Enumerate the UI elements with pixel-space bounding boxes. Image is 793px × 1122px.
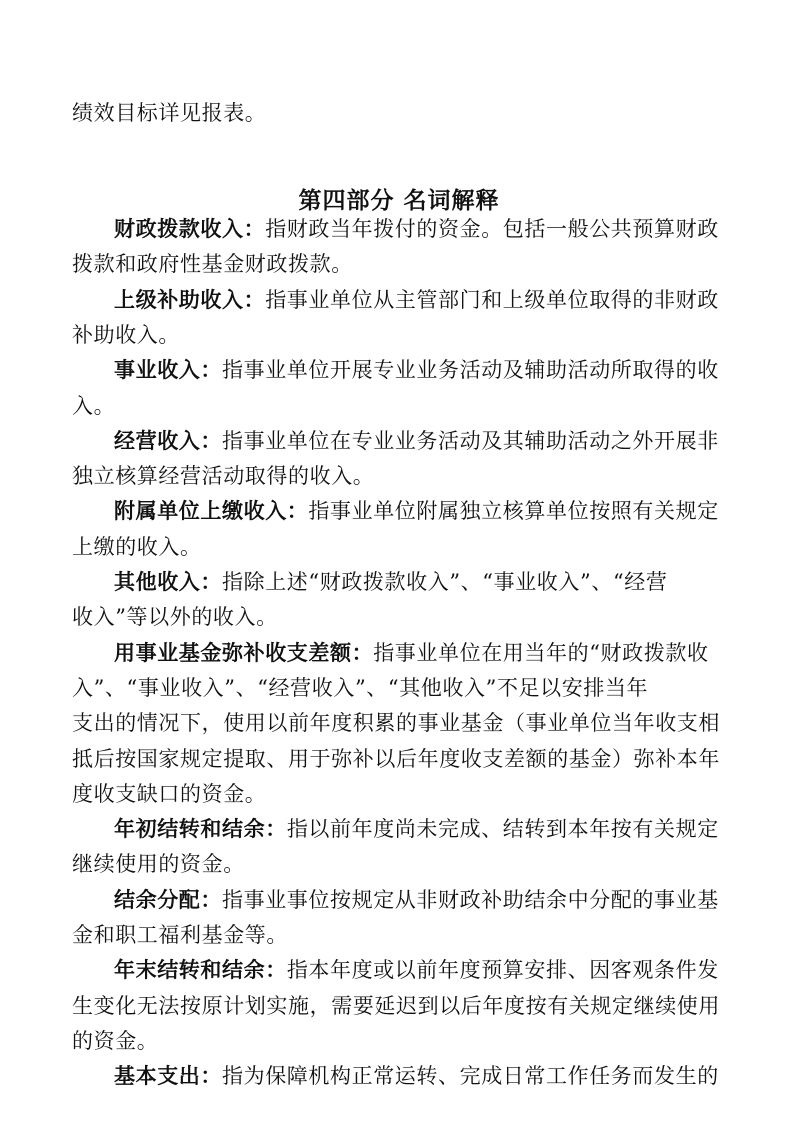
entry-first-line (72, 816, 768, 842)
entry-definition-text: 拨款和政府性基金财政拨款。 (72, 252, 353, 277)
entry-continuation-line (72, 851, 726, 877)
entry-term: 基本支出： (114, 1064, 222, 1089)
entry-first-line (72, 1063, 768, 1089)
entry-definition-text: 指财政当年拨付的资金。包括一般公共预算财政 (265, 217, 719, 241)
entry-continuation-line (72, 251, 726, 277)
entry-first-line (72, 887, 768, 913)
entry-first-line (72, 569, 768, 595)
entry-term: 年初结转和结余： (114, 817, 287, 842)
entry-definition-text: 收入”等以外的收入。 (72, 605, 278, 630)
entry-definition-text: 指事业单位开展专业业务活动及辅助活动所取得的收 (222, 358, 719, 383)
entry-first-line (72, 357, 768, 383)
entry-definition-text: 上缴的收入。 (72, 534, 202, 559)
entry-continuation-line (72, 781, 726, 807)
entry-continuation-line (72, 604, 726, 630)
entry-definition-text: 指除上述“财政拨款收入”、“事业收入”、“经营 (222, 570, 668, 594)
entry-continuation-line (72, 993, 726, 1019)
section-title: 第四部分 名词解释 (298, 188, 500, 214)
entry-definition-text: 指以前年度尚未完成、结转到本年按有关规定 (286, 817, 719, 842)
entry-continuation-line (72, 463, 726, 489)
entry-continuation-line (72, 322, 726, 348)
entry-first-line (72, 216, 768, 242)
entry-continuation-line (72, 922, 726, 948)
entry-term: 结余分配： (114, 887, 222, 912)
entry-continuation-line (72, 393, 726, 419)
entry-first-line (72, 640, 768, 666)
entry-definition-text: 指为保障机构正常运转、完成日常工作任务而发生的 (222, 1064, 719, 1089)
entry-definition-text: 指本年度或以前年度预算安排、因客观条件发 (286, 958, 719, 983)
entry-definition-text: 度收支缺口的资金。 (72, 781, 267, 806)
entry-term: 用事业基金弥补收支差额： (114, 640, 374, 665)
entry-term: 年末结转和结余： (114, 958, 287, 983)
entry-first-line (72, 287, 768, 313)
entry-continuation-line (72, 675, 726, 701)
entry-definition-text: 指事业单位附属独立核算单位按照有关规定 (308, 499, 719, 524)
entry-definition-text: 指事业单位从主管部门和上级单位取得的非财政 (265, 287, 719, 312)
entry-definition-text: 补助收入。 (72, 322, 180, 347)
entry-first-line (72, 428, 768, 454)
entry-definition-text: 指事业单位在专业业务活动及其辅助活动之外开展非 (222, 428, 719, 453)
entry-continuation-line (72, 746, 726, 772)
entry-term: 其他收入： (114, 570, 222, 594)
entry-term: 经营收入： (114, 428, 222, 453)
entry-definition-text: 抵后按国家规定提取、用于弥补以后年度收支差额的基金）弥补本年 (72, 746, 720, 771)
entry-continuation-line (72, 710, 726, 736)
entry-definition-text: 生变化无法按原计划实施，需要延迟到以后年度按有关规定继续使用 (72, 993, 720, 1018)
entry-term: 财政拨款收入： (114, 217, 266, 241)
entry-term: 附属单位上缴收入： (114, 499, 309, 524)
entry-first-line (72, 498, 768, 524)
entry-definition-text: 继续使用的资金。 (72, 852, 245, 877)
entry-definition-text: 指事业事位按规定从非财政补助结余中分配的事业基 (222, 887, 719, 912)
entry-definition-text: 入。 (72, 393, 116, 418)
entry-continuation-line (72, 534, 726, 560)
entry-definition-text: 金和职工福利基金等。 (72, 923, 288, 947)
entry-term: 上级补助收入： (114, 287, 266, 312)
entry-definition-text: 独立核算经营活动取得的收入。 (72, 464, 375, 489)
entry-continuation-line (72, 1028, 726, 1054)
entry-definition-text: 的资金。 (72, 1028, 159, 1053)
entry-definition-text: 支出的情况下，使用以前年度积累的事业基金（事业单位当年收支相 (72, 711, 720, 736)
entry-definition-text: 入”、“事业收入”、“经营收入”、“其他收入”不足以安排当年 (72, 675, 649, 700)
entry-first-line (72, 957, 768, 983)
intro-line: 绩效目标详见报表。 (72, 101, 267, 125)
entry-term: 事业收入： (114, 358, 222, 383)
entry-definition-text: 指事业单位在用当年的“财政拨款收 (373, 640, 709, 665)
